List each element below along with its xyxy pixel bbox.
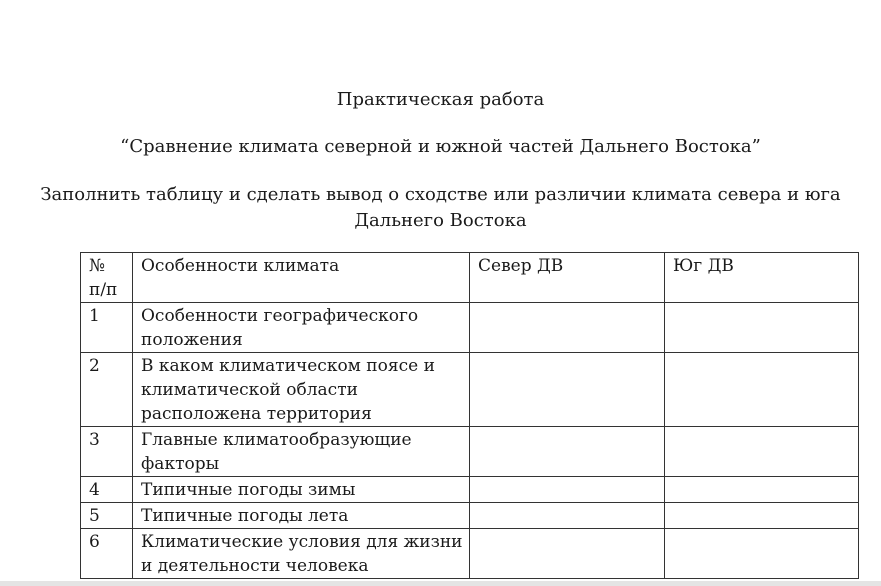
document-subtitle: “Сравнение климата северной и южной частей Дальнего Востока” [120, 136, 761, 157]
row-number: 6 [81, 529, 133, 579]
header-north: Север ДВ [470, 253, 665, 303]
cell-south[interactable] [665, 529, 859, 579]
table-row [81, 427, 859, 477]
cell-north[interactable] [470, 427, 665, 477]
table-row [81, 353, 859, 427]
row-number: 3 [81, 427, 133, 477]
cell-south[interactable] [665, 503, 859, 529]
table-row [81, 477, 859, 503]
cell-north[interactable] [470, 353, 665, 427]
instruction-line-1: Заполнить таблицу и сделать вывод о сходстве или различии климата севера и юга [40, 184, 841, 205]
header-south: Юг ДВ [665, 253, 859, 303]
cell-south[interactable] [665, 427, 859, 477]
row-number: 1 [81, 303, 133, 353]
table-header-row [81, 253, 859, 303]
row-number: 5 [81, 503, 133, 529]
row-feature: В каком климатическом поясе и климатической области расположена территория [133, 353, 470, 427]
page-bottom-edge [0, 581, 881, 586]
table-row [81, 529, 859, 579]
row-feature: Главные климатообразующие факторы [133, 427, 470, 477]
document-title: Практическая работа [336, 89, 545, 110]
cell-north[interactable] [470, 503, 665, 529]
row-feature: Климатические условия для жизни и деятельности человека [133, 529, 470, 579]
cell-south[interactable] [665, 303, 859, 353]
row-feature: Типичные погоды зимы [133, 477, 470, 503]
instruction-text [0, 182, 881, 234]
header-feature: Особенности климата [133, 253, 470, 303]
cell-north[interactable] [470, 303, 665, 353]
row-number: 4 [81, 477, 133, 503]
cell-south[interactable] [665, 353, 859, 427]
row-feature: Типичные погоды лета [133, 503, 470, 529]
climate-comparison-table [80, 252, 859, 579]
cell-south[interactable] [665, 477, 859, 503]
header-number: № п/п [81, 253, 133, 303]
cell-north[interactable] [470, 477, 665, 503]
table-row [81, 503, 859, 529]
row-number: 2 [81, 353, 133, 427]
instruction-line-2: Дальнего Востока [354, 210, 527, 231]
row-feature: Особенности географического положения [133, 303, 470, 353]
cell-north[interactable] [470, 529, 665, 579]
table-row [81, 303, 859, 353]
